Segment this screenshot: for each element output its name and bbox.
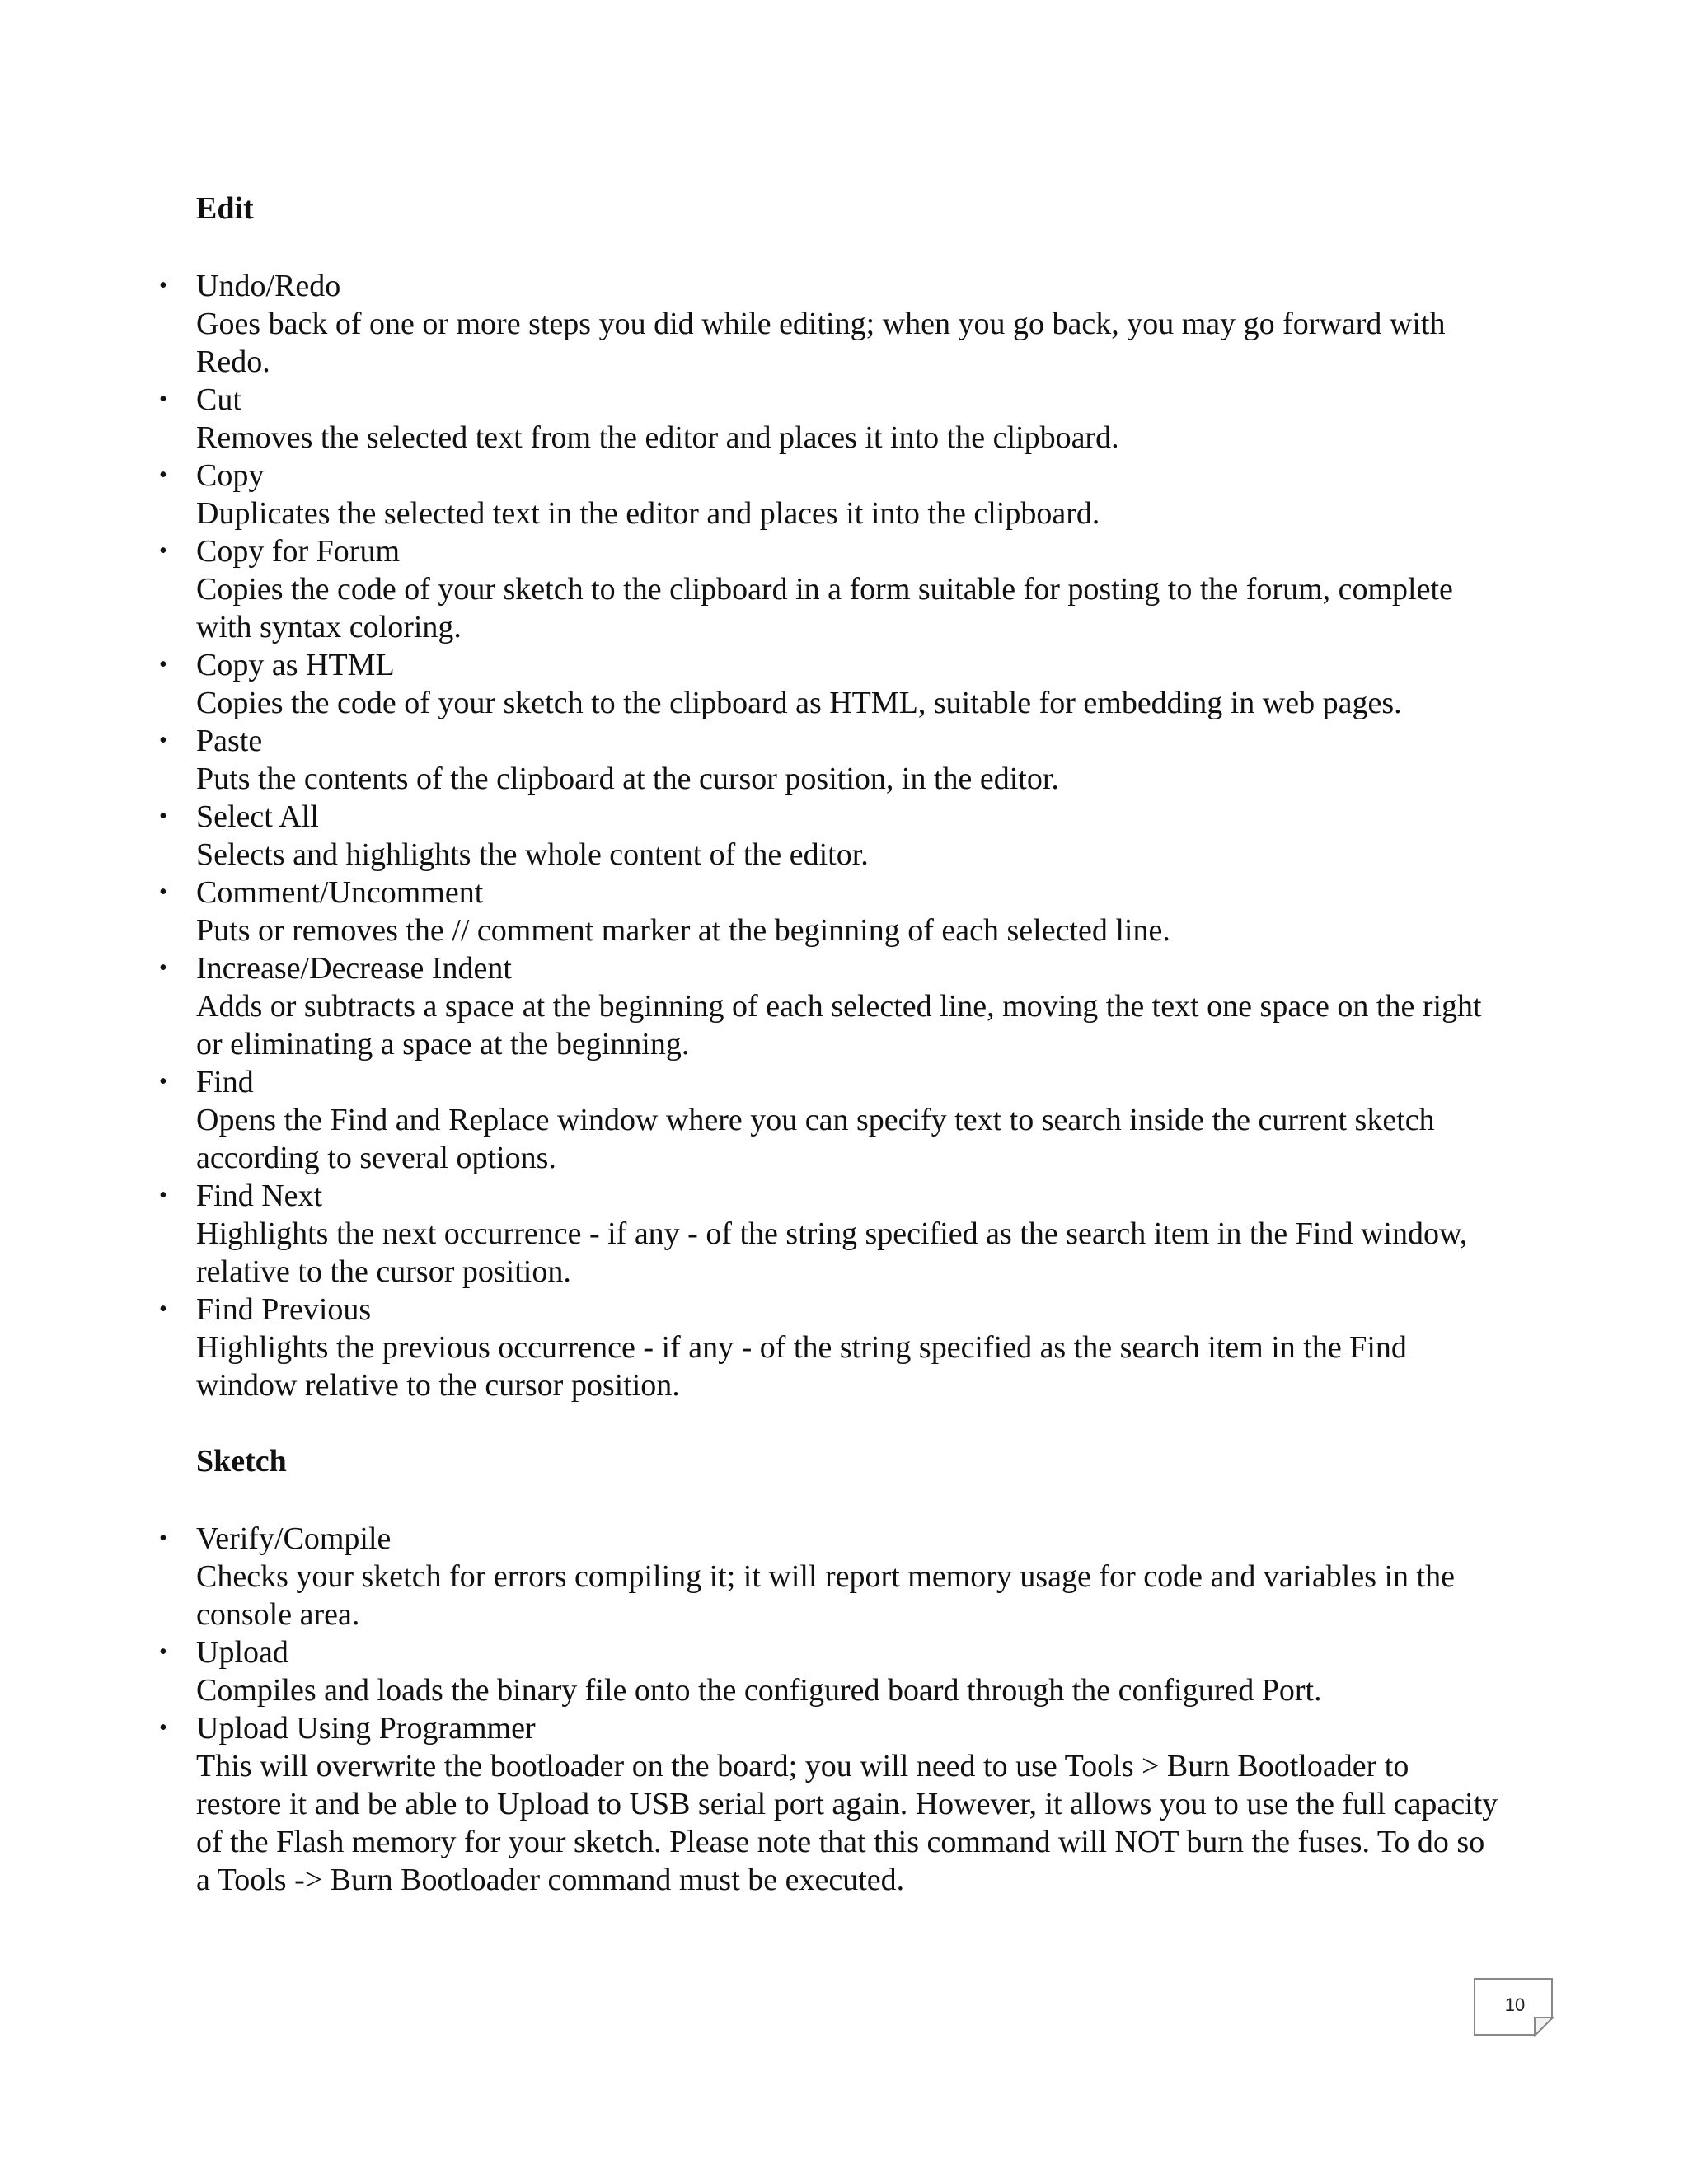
bullet-icon: • [159,273,167,298]
item-description: Opens the Find and Replace window where you can specify text to search inside the current sketch according to several options. [196,1103,1435,1175]
bullet-icon: • [159,462,167,488]
item-description: Highlights the previous occurrence - if any - of the string specified as the search item in the Find window relative to the cursor position. [196,1330,1407,1403]
bullet-icon: • [159,1526,167,1551]
item-title: Copy for Forum [196,534,400,569]
list-item [159,532,1498,646]
list-item [159,1177,1498,1291]
section-edit [159,190,1498,1404]
item-title: Copy [196,458,265,493]
list-item [159,1709,1498,1899]
bullet-icon: • [159,652,167,677]
folded-corner-icon [1533,2016,1554,2037]
bullet-icon: • [159,1069,167,1094]
item-title: Comment/Uncomment [196,875,484,910]
item-title: Upload [196,1635,288,1670]
list-item [159,1520,1498,1633]
item-description: Copies the code of your sketch to the clipboard in a form suitable for posting to the forum, complete with syntax coloring. [196,572,1453,644]
item-description: Goes back of one or more steps you did while editing; when you go back, you may go forward with Redo. [196,307,1446,379]
list-item [159,1291,1498,1404]
item-title: Select All [196,799,319,834]
item-description: Puts or removes the // comment marker at the beginning of each selected line. [196,913,1170,948]
list-item [159,457,1498,532]
box-bottom-edge [1475,2034,1535,2036]
item-title: Verify/Compile [196,1521,392,1556]
section-heading: Edit [196,191,254,226]
bullet-icon: • [159,728,167,753]
item-list [159,1520,1498,1899]
bullet-icon: • [159,1639,167,1665]
item-description: Adds or subtracts a space at the beginning of each selected line, moving the text one space on the right or eliminating a space at the beginning. [196,989,1482,1062]
list-item [159,646,1498,722]
item-description: Checks your sketch for errors compiling it; it will report memory usage for code and variables in the console area. [196,1559,1455,1632]
item-description: Removes the selected text from the editor and places it into the clipboard. [196,420,1119,455]
bullet-icon: • [159,879,167,905]
item-title: Find [196,1065,254,1099]
item-description: Highlights the next occurrence - if any - of the string specified as the search item in the Find window, relative to the cursor position. [196,1216,1468,1289]
item-description: Compiles and loads the binary file onto the configured board through the configured Port. [196,1673,1322,1708]
bullet-icon: • [159,955,167,981]
section-heading: Sketch [196,1444,287,1479]
list-item [159,722,1498,798]
item-title: Increase/Decrease Indent [196,951,512,986]
item-title: Undo/Redo [196,269,341,303]
bullet-icon: • [159,1715,167,1741]
item-title: Upload Using Programmer [196,1711,536,1746]
item-title: Find Previous [196,1292,372,1327]
bullet-icon: • [159,538,167,564]
item-description: Duplicates the selected text in the editor and places it into the clipboard. [196,496,1100,531]
bullet-icon: • [159,1183,167,1208]
list-item [159,381,1498,457]
item-title: Copy as HTML [196,648,395,682]
bullet-icon: • [159,1296,167,1322]
page-number-box [1474,1978,1553,2036]
item-description: This will overwrite the bootloader on the board; you will need to use Tools > Burn Bootloader to restore it and be able to Upload to USB serial port again. However, it allows you to use the full capacity of the Flash memory for your sketch. Please note that this command will NOT burn the fuses. To do so a Tools -> Burn Bootloader command must be executed. [196,1749,1498,1897]
item-title: Find Next [196,1179,323,1213]
section-sketch [159,1442,1498,1899]
item-description: Copies the code of your sketch to the clipboard as HTML, suitable for embedding in web pages. [196,686,1402,720]
item-description: Selects and highlights the whole content of the editor. [196,837,869,872]
list-item [159,874,1498,949]
item-title: Cut [196,382,241,417]
item-description: Puts the contents of the clipboard at the cursor position, in the editor. [196,762,1059,796]
bullet-icon: • [159,387,167,412]
list-item [159,798,1498,874]
list-item [159,267,1498,381]
page-number: 10 [1504,1994,1526,2015]
list-item [159,1063,1498,1177]
item-title: Paste [196,724,263,758]
list-item [159,949,1498,1063]
page-content [159,190,1498,1899]
list-item [159,1633,1498,1709]
bullet-icon: • [159,804,167,829]
item-list [159,267,1498,1404]
